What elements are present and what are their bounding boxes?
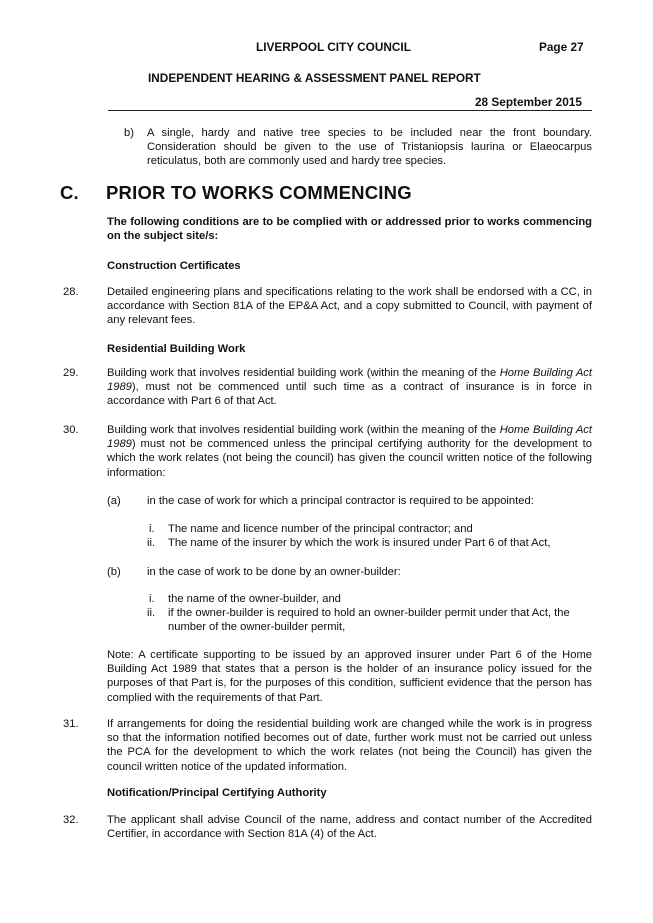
clause-b-i-marker: i. [149,593,155,605]
clause-a-text: in the case of work for which a principal contractor is required to be appointed: [147,495,534,507]
subheading-residential: Residential Building Work [107,343,246,355]
section-intro: The following conditions are to be complied with or addressed prior to works commencing on the subject site/s: [107,216,592,243]
section-title: PRIOR TO WORKS COMMENCING [106,182,412,203]
condition-29-number: 29. [63,367,79,379]
clause-b-marker: (b) [107,566,121,578]
subheading-notification: Notification/Principal Certifying Authority [107,787,327,799]
act-reference: Home Building Act 1989 [107,367,592,394]
section-letter: C. [60,182,79,203]
clause-b-text: in the case of work to be done by an owner-builder: [147,566,401,578]
item-b-marker: b) [124,127,134,139]
council-name: LIVERPOOL CITY COUNCIL [256,40,411,54]
clause-a-i-text: The name and licence number of the principal contractor; and [168,523,473,535]
report-title: INDEPENDENT HEARING & ASSESSMENT PANEL REPORT [148,71,481,85]
condition-28-number: 28. [63,286,79,298]
header-divider [108,110,592,111]
clause-b-ii-marker: ii. [147,607,156,619]
condition-30-number: 30. [63,424,79,436]
page-number: Page 27 [539,40,584,54]
condition-30-text: Building work that involves residential building work (within the meaning of the Home Building Act 1989) must not be commenced unless the principal certifying authority for the development to which the work relates (not being the council) has given the council written notice of the following information: [107,424,592,479]
clause-b-i-text: the name of the owner-builder, and [168,593,341,605]
condition-31-number: 31. [63,718,79,730]
item-b-text: A single, hardy and native tree species to be included near the front boundary. Consideration should be given to the use of Tristaniopsis laurina or Elaeocarpus reticulatus, both are commonly used and hardy tree species. [147,127,592,168]
condition-28-text: Detailed engineering plans and specifications relating to the work shall be endorsed with a CC, in accordance with Section 81A of the EP&A Act, and a copy submitted to Council, with payment of any relevant fees. [107,286,592,327]
clause-a-ii-marker: ii. [147,537,156,549]
condition-29-text: Building work that involves residential building work (within the meaning of the Home Building Act 1989), must not be commenced until such time as a contract of insurance is in force in accordance with Part 6 of that Act. [107,367,592,408]
clause-b-ii-text: if the owner-builder is required to hold an owner-builder permit under that Act, the number of the owner-builder permit, [168,607,570,634]
clause-a-ii-text: The name of the insurer by which the work is insured under Part 6 of that Act, [168,537,551,549]
clause-a-i-marker: i. [149,523,155,535]
clause-a-marker: (a) [107,495,121,507]
report-date: 28 September 2015 [475,95,582,109]
condition-32-number: 32. [63,814,79,826]
subheading-construction: Construction Certificates [107,260,241,272]
act-reference: Home Building Act 1989 [107,424,592,451]
condition-30-note: Note: A certificate supporting to be issued by an approved insurer under Part 6 of the Home Building Act 1989 that states that a person is the holder of an insurance policy issued for the purposes of that Part is, for the purposes of this condition, sufficient evidence that the person has complied with the requirements of that Part. [107,649,592,704]
condition-32-text: The applicant shall advise Council of the name, address and contact number of the Accredited Certifier, in accordance with Section 81A (4) of the Act. [107,814,592,841]
condition-31-text: If arrangements for doing the residential building work are changed while the work is in progress so that the information notified becomes out of date, further work must not be carried out unless the PCA for the development to which the work relates (not being the Council) has given the council written notice of the updated information. [107,718,592,773]
